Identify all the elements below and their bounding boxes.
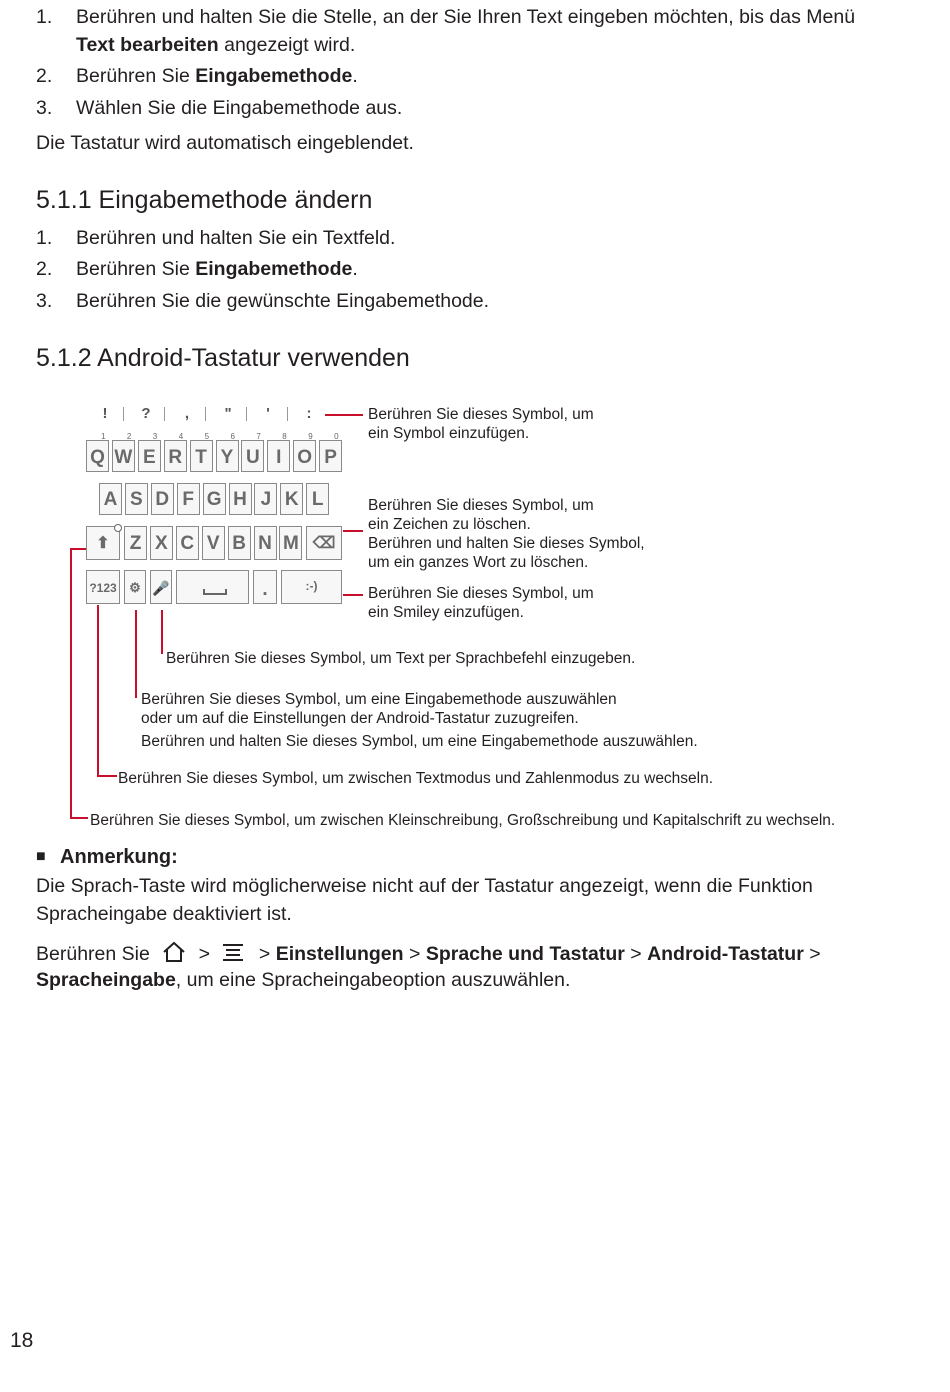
space-bar-icon [203,589,227,595]
letter-key: N [254,526,277,560]
step-text-tail: . [352,258,358,280]
home-icon [161,940,187,970]
annotation-line: ein Zeichen zu löschen. [368,516,531,533]
symbol-key: ! [102,405,108,422]
separator [123,407,124,421]
numbers-key: ?123 [86,570,120,604]
annotation-symbol [368,405,594,443]
annotation-line: Berühren und halten Sie dieses Symbol, [368,535,645,552]
annotation-line: ein Symbol einzufügen. [368,425,530,442]
callout-line [325,414,363,416]
separator [205,407,206,421]
note-path-line-2 [36,968,570,992]
letter-key: B [228,526,251,560]
symbol-key: , [184,405,190,422]
path-separator: > [258,943,271,965]
letter-key: X [150,526,173,560]
path-separator: > [409,943,421,965]
period-key: . [253,570,277,604]
key-number-hint: 7 [256,432,261,441]
step-number: 2. [36,65,53,87]
letter-key: H [229,483,252,515]
letter-key: P [319,440,342,472]
step-number: 3. [36,290,53,312]
path-separator: > [809,943,821,965]
letter-key: Y [216,440,239,472]
callout-line [135,610,137,698]
letter-key: C [176,526,199,560]
letter-key: M [279,526,302,560]
path-item: Einstellungen [275,943,404,965]
bold-term: Text bearbeiten [76,34,219,56]
letter-key: D [151,483,174,515]
key-number-hint: 6 [230,432,235,441]
annotation-numbers: Berühren Sie dieses Symbol, um zwischen Textmodus und Zahlenmodus zu wechseln. [118,770,714,787]
letter-key: Z [124,526,147,560]
settings-key: ⚙ [124,570,146,604]
bold-term: Eingabemethode [195,258,353,280]
step-text [76,257,358,281]
intro-note: Die Tastatur wird automatisch eingeblendet. [36,132,414,154]
path-prefix: Berühren Sie [36,943,150,965]
key-number-hint: 0 [334,432,339,441]
step-text [76,64,358,88]
section-heading-512: 5.1.2 Android-Tastatur verwenden [36,344,410,372]
annotation-line: oder um auf die Einstellungen der Android-Tastatur zuzugreifen. [141,710,579,727]
section-heading-511: 5.1.1 Eingabemethode ändern [36,186,373,214]
letter-key: L [306,483,329,515]
note-path-line [36,940,821,970]
path-item: Spracheingabe [36,969,176,991]
key-number-hint: 3 [152,432,158,441]
step-number: 2. [36,258,53,280]
step-number: 1. [36,227,53,249]
letter-key: F [177,483,200,515]
callout-line [343,530,363,532]
symbol-key: ? [141,405,151,422]
letter-key: W [112,440,135,472]
key-number-hint: 4 [178,432,184,441]
callout-line [161,610,163,654]
symbol-key: : [306,405,312,422]
annotation-line: Berühren Sie dieses Symbol, um [368,406,594,423]
letter-key: I [267,440,290,472]
keyboard-diagram [60,395,940,835]
annotation-line: Berühren Sie dieses Symbol, um [368,585,594,602]
letter-key: K [280,483,303,515]
path-item: Sprache und Tastatur [425,943,625,965]
note-title: Anmerkung: [60,846,178,868]
letter-key: Q [86,440,109,472]
path-tail: , um eine Spracheingabeoption auszuwählen. [175,969,571,991]
callout-line [70,548,72,818]
page-number: 18 [10,1329,34,1352]
symbol-key: ' [266,405,270,422]
callout-line [70,548,86,550]
step-text-head: Berühren Sie [76,65,196,87]
step-text-line2 [76,33,355,57]
annotation-line: um ein ganzes Wort zu löschen. [368,554,589,571]
annotation-shift: Berühren Sie dieses Symbol, um zwischen Kleinschreibung, Großschreibung und Kapitalschrift zu wechseln. [90,812,836,829]
space-key [176,570,249,604]
letter-key: T [190,440,213,472]
letter-key: U [241,440,264,472]
letter-key: E [138,440,161,472]
letter-key: O [293,440,316,472]
note-line: Die Sprach-Taste wird möglicherweise nicht auf der Tastatur angezeigt, wenn die Funktion [36,875,813,897]
annotation-line: Berühren und halten Sie dieses Symbol, um eine Eingabemethode auszuwählen. [141,733,698,750]
letter-key: V [202,526,225,560]
step-text: Berühren und halten Sie ein Textfeld. [76,227,396,249]
annotation-line: Berühren Sie dieses Symbol, um [368,497,594,514]
annotation-settings [141,690,698,751]
key-number-hint: 2 [126,432,132,441]
voice-key: 🎤 [150,570,172,604]
step-text-head: Berühren Sie [76,258,196,280]
step-text-tail: angezeigt wird. [218,34,356,56]
note-bullet: ■ [36,848,46,865]
callout-line [70,817,88,819]
backspace-key: ⌫ [306,526,342,560]
path-item: Android-Tastatur [647,943,804,965]
separator [246,407,247,421]
letter-key: S [125,483,148,515]
annotation-voice: Berühren Sie dieses Symbol, um Text per Sprachbefehl einzugeben. [166,650,636,667]
step-number: 3. [36,97,53,119]
letter-key: A [99,483,122,515]
callout-line [97,775,117,777]
step-text: Wählen Sie die Eingabemethode aus. [76,97,403,119]
key-number-hint: 9 [308,432,313,441]
separator [287,407,288,421]
annotation-line: Berühren Sie dieses Symbol, um eine Eingabemethode auszuwählen [141,691,617,708]
shift-indicator [114,524,122,532]
note-line: Spracheingabe deaktiviert ist. [36,903,292,925]
separator [164,407,165,421]
annotation-line: ein Smiley einzufügen. [368,604,524,621]
annotation-smiley [368,584,594,622]
annotation-delete [368,496,645,572]
path-separator: > [630,943,642,965]
shift-key: ⬆ [86,526,120,560]
step-number: 1. [36,6,53,28]
letter-key: J [254,483,277,515]
callout-line [97,605,99,775]
callout-line [343,594,363,596]
menu-icon [221,942,245,970]
symbol-key: " [224,405,232,422]
letter-key: G [203,483,226,515]
key-number-hint: 8 [282,432,287,441]
step-text: Berühren und halten Sie die Stelle, an der Sie Ihren Text eingeben möchten, bis das Menü [76,6,856,28]
key-number-hint: 1 [101,432,106,441]
step-text: Berühren Sie die gewünschte Eingabemethode. [76,290,490,312]
key-number-hint: 5 [204,432,210,441]
step-text-tail: . [352,65,358,87]
path-separator: > [198,943,211,965]
bold-term: Eingabemethode [195,65,353,87]
smiley-key: :-) [281,570,342,604]
letter-key: R [164,440,187,472]
